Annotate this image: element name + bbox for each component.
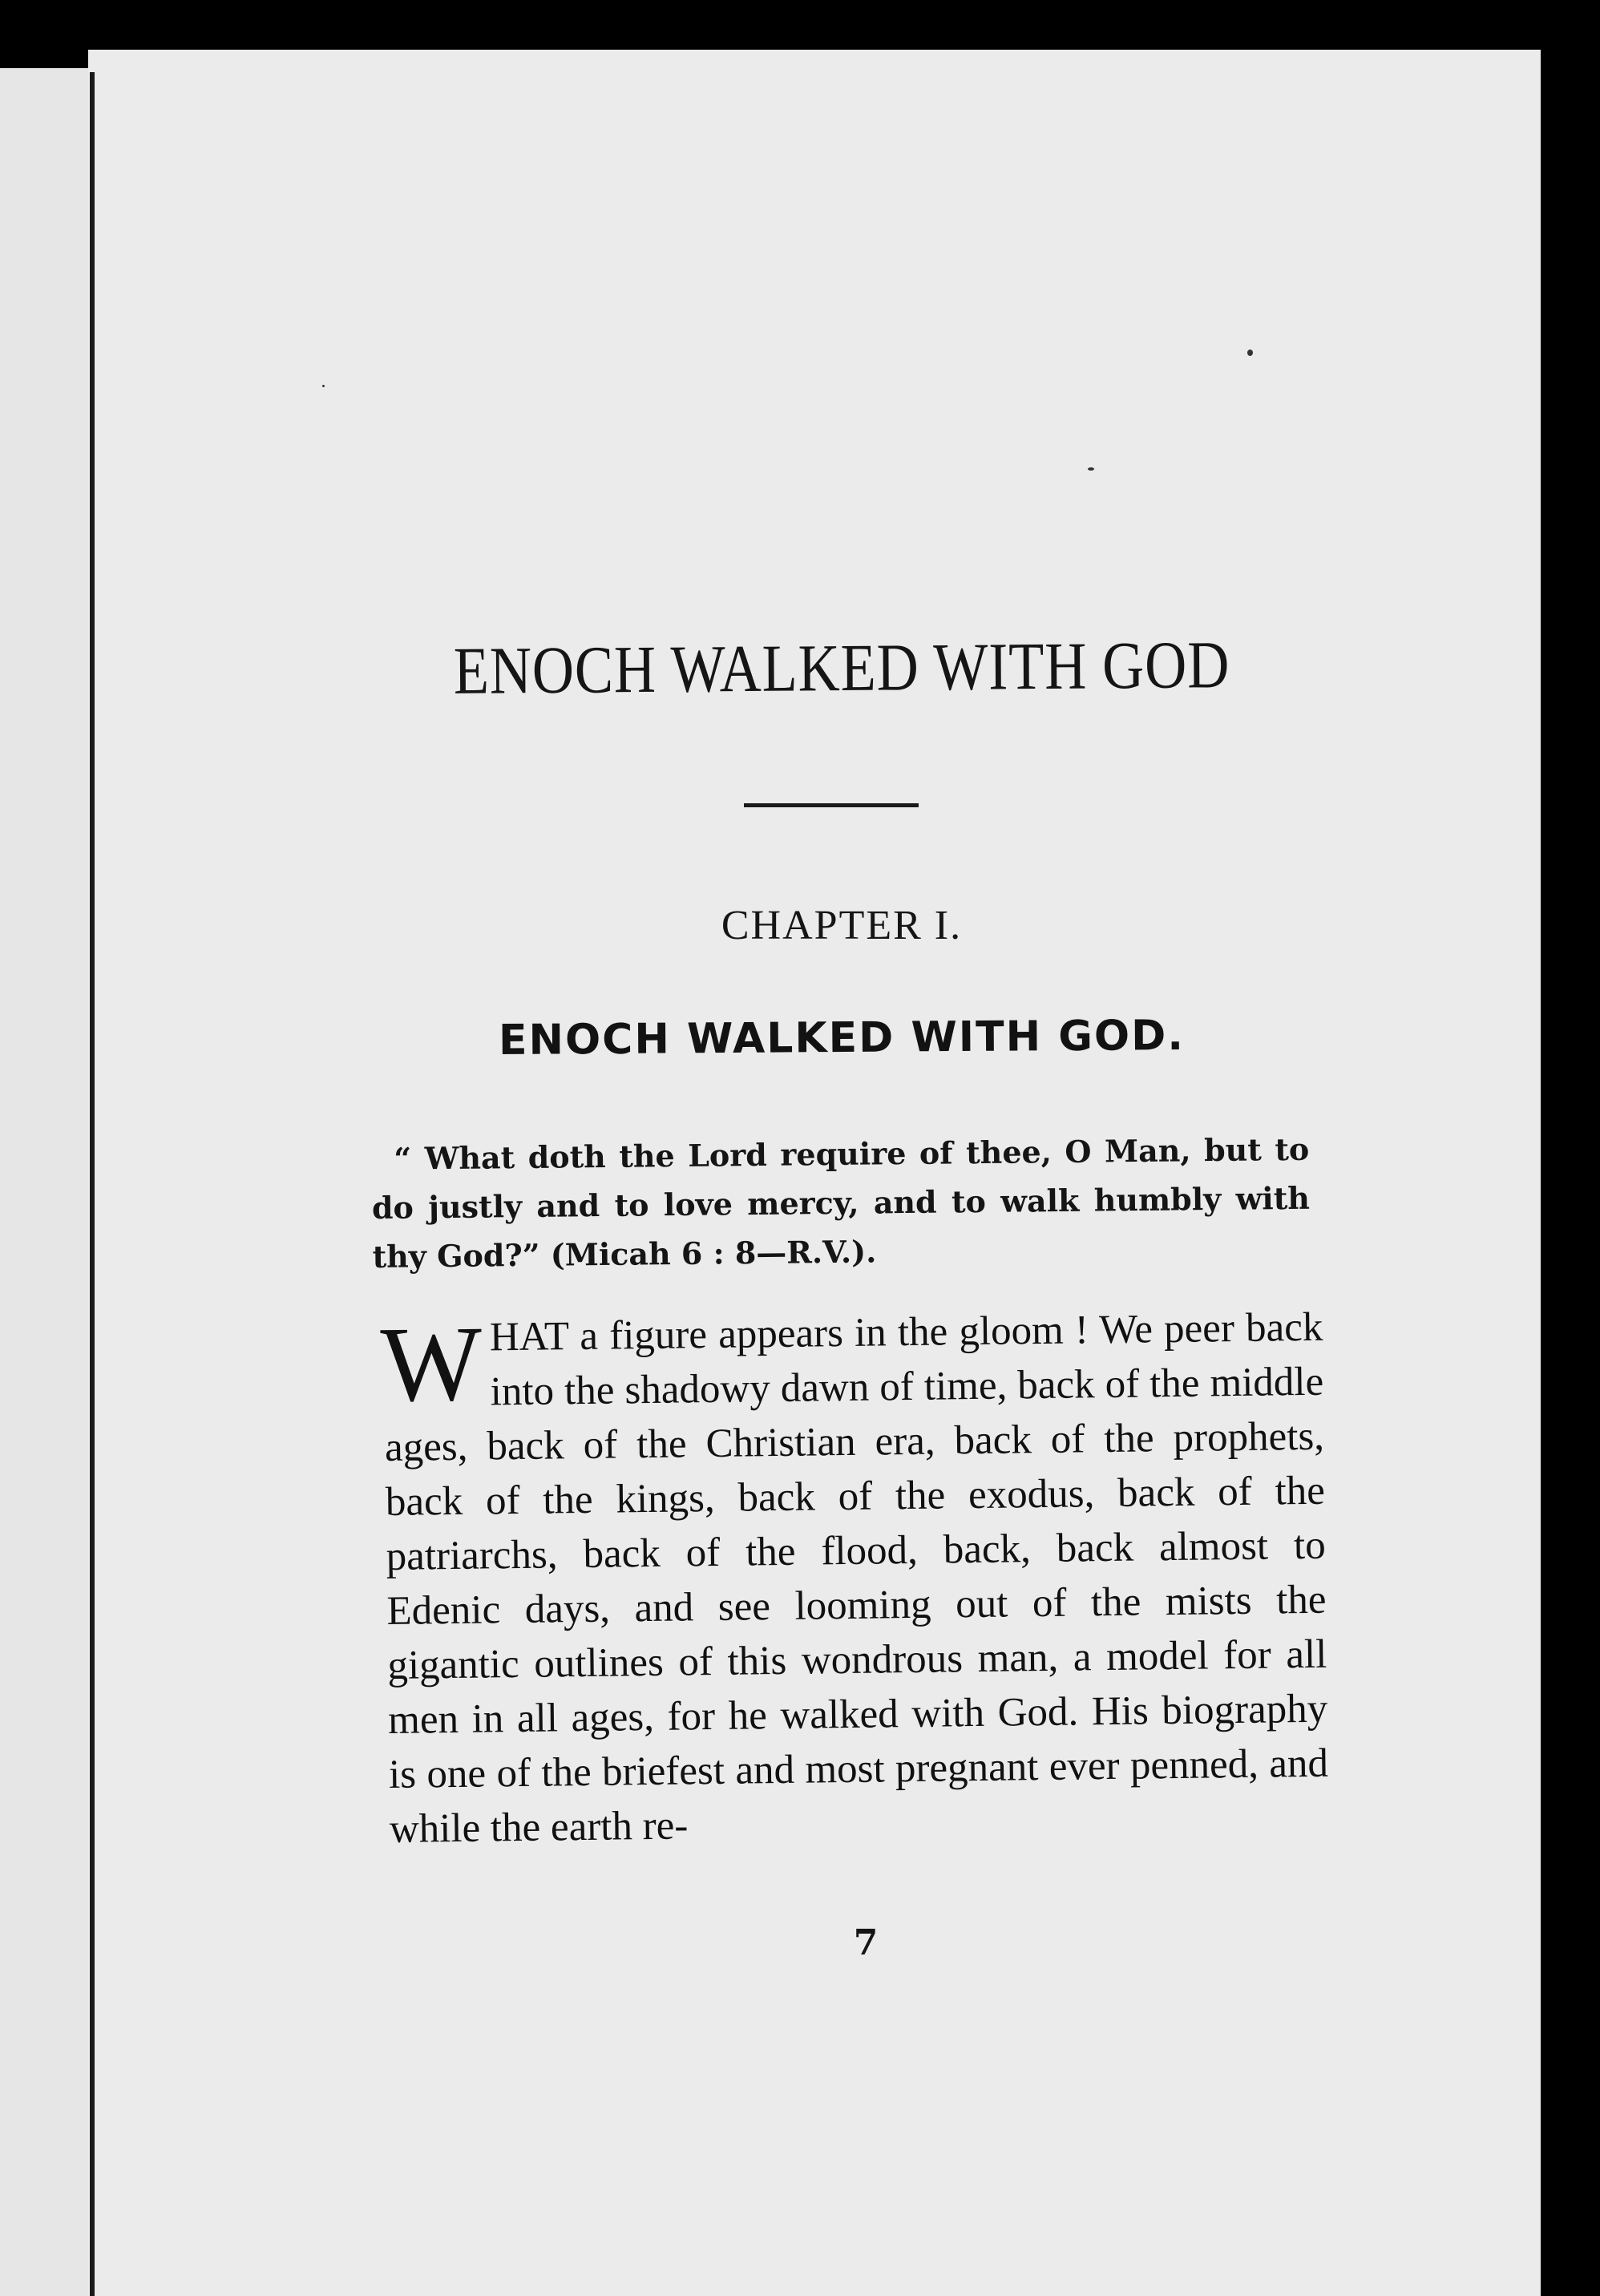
- body-text: HAT a figure appears in the gloom ! We peer back into the shadowy dawn of time, back of the middle ages, back of the Christian era, back of the prophets, back of the kings, back of the exodus, back of the patriarchs, back of the flood, back, back almost to Edenic days, and see looming out of the mists the gigantic outlines of this wondrous man, a model for all men in all ages, for he walked with God. His biography is one of the briefest and most pregnant ever penned, and while the earth re-: [384, 1304, 1329, 1852]
- chapter-title: ENOCH WALKED WITH GOD.: [498, 1012, 1186, 1065]
- dust-speck: [1088, 467, 1094, 471]
- dust-speck: [322, 385, 325, 387]
- epigraph-quote: “ What doth the Lord require of thee, O Man, but to do justly and to love mercy, and to walk humbly with thy God?” (Micah 6 : 8—R.V.).: [371, 1130, 1311, 1275]
- page-number: 7: [853, 1922, 879, 1963]
- drop-cap: W: [379, 1304, 483, 1425]
- running-title: ENOCH WALKED WITH GOD: [453, 628, 1230, 709]
- binding-fold-line: [90, 72, 95, 2296]
- body-paragraph: [379, 1300, 1329, 1857]
- facing-page-edge: [0, 68, 88, 2296]
- title-rule: [744, 803, 919, 807]
- dust-speck: [1247, 350, 1253, 356]
- chapter-number: CHAPTER I.: [721, 903, 963, 948]
